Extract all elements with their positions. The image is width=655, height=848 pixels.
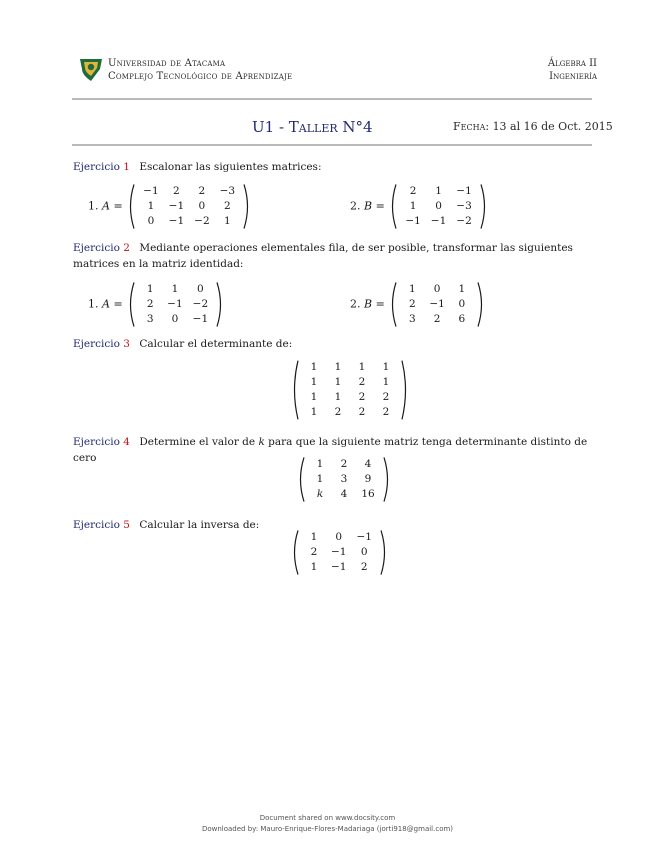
left-paren (296, 457, 306, 502)
matrix-table (138, 184, 240, 229)
exercise-text: Calcular el determinante de: (139, 338, 293, 350)
matrix-cell: 1 (458, 283, 466, 295)
ex1-item-2: 2. B = 2 1 −1 1 0 −3 −1 −1 −2 (350, 184, 489, 229)
matrix-table (400, 282, 473, 327)
matrix-cell: 2 (198, 185, 206, 197)
matrix-cell: 2 (310, 546, 318, 558)
matrix-cell: −1 (456, 185, 472, 197)
matrix-cell: 1 (310, 361, 318, 373)
matrix-cell: −1 (430, 215, 447, 227)
variable-k: k (258, 436, 265, 448)
page-title: U1 - Taller N°4 (252, 118, 373, 136)
matrix-table (308, 457, 380, 502)
matrix-cell: 1 (147, 200, 155, 212)
matrix-cell: 0 (335, 531, 343, 543)
exercise-number: 4 (123, 436, 130, 448)
exercise-3 (73, 336, 595, 352)
matrix-row (302, 545, 377, 560)
matrix-ex5 (290, 530, 389, 575)
matrix-ex1-A (126, 184, 252, 229)
matrix-row (302, 375, 398, 390)
matrix-table (400, 184, 476, 229)
right-paren (242, 184, 252, 229)
matrix-cell: 0 (171, 313, 179, 325)
matrix-row (400, 184, 476, 199)
matrix-cell: 2 (382, 391, 390, 403)
matrix-row (400, 312, 473, 327)
matrix-cell: −1 (331, 561, 347, 573)
ex1-item-1: 1. A = −1 2 2 −3 1 −1 0 2 0 −1 −2 1 (88, 184, 252, 229)
matrix-row (308, 487, 380, 502)
matrix-table (138, 282, 213, 327)
matrix-cell: 1 (310, 376, 318, 388)
university-name: Universidad de Atacama (108, 58, 226, 69)
footer-downloaded: Downloaded by: Mauro-Enrique-Flores-Madariaga (jorti918@gmail.com) (201, 825, 454, 833)
exercise-text: Calcular la inversa de: (139, 519, 260, 531)
matrix-row (138, 312, 213, 327)
exercise-text: Escalonar las siguientes matrices: (139, 161, 322, 173)
left-paren (290, 360, 300, 420)
matrix-cell: 2 (408, 298, 416, 310)
matrix-ex1-B (388, 184, 488, 229)
matrix-cell: −1 (167, 298, 183, 310)
matrix-cell: 2 (409, 185, 417, 197)
matrix-cell: 1 (334, 391, 342, 403)
matrix-cell: 2 (360, 561, 368, 573)
matrix-cell: 2 (433, 313, 441, 325)
matrix-cell: 1 (435, 185, 442, 197)
matrix-cell: 1 (334, 376, 342, 388)
matrix-cell: 1 (334, 361, 342, 373)
exercise-number: 1 (123, 161, 130, 173)
matrix-cell: 9 (364, 473, 372, 485)
matrix-cell: 1 (408, 283, 416, 295)
left-paren (388, 282, 398, 327)
matrix-cell: 16 (361, 488, 375, 500)
matrix-cell: 3 (408, 313, 416, 325)
matrix-cell: 1 (171, 283, 179, 295)
date-value: 13 al 16 de Oct. 2015 (492, 120, 613, 133)
left-paren (290, 530, 300, 575)
left-paren (126, 184, 136, 229)
matrix-cell: 2 (173, 185, 180, 197)
matrix-cell: 2 (334, 406, 342, 418)
exercise-1 (73, 159, 595, 175)
learning-complex: Complejo Tecnológico de Aprendizaje (108, 71, 293, 82)
matrix-cell: 1 (316, 458, 324, 470)
matrix-cell: 1 (358, 361, 366, 373)
matrix-ex3 (290, 360, 410, 420)
matrix-row (400, 214, 476, 229)
matrix-cell: 0 (197, 283, 204, 295)
matrix-cell: k (316, 488, 324, 500)
matrix-cell: 2 (382, 406, 390, 418)
exercise-label: Ejercicio (73, 338, 120, 350)
matrix-cell: −1 (168, 215, 185, 227)
matrix-row (138, 297, 213, 312)
matrix-row (138, 199, 240, 214)
matrix-table (302, 530, 377, 575)
right-paren (382, 457, 392, 502)
matrix-cell: 2 (340, 458, 348, 470)
university-header (108, 57, 292, 83)
matrix-cell: 1 (409, 200, 417, 212)
matrix-cell: 6 (458, 313, 466, 325)
ex5-matrix-wrap (290, 530, 389, 575)
matrix-cell: 1 (382, 361, 390, 373)
ex4-matrix-wrap (296, 457, 392, 502)
matrix-cell: −2 (194, 215, 210, 227)
exercise-number: 3 (123, 338, 130, 350)
matrix-table (302, 360, 398, 420)
matrix-cell: −1 (356, 531, 372, 543)
matrix-cell: 0 (147, 215, 155, 227)
title-divider (72, 144, 592, 146)
matrix-cell: 0 (360, 546, 368, 558)
exercise-2 (73, 240, 595, 272)
exercise-label: Ejercicio (73, 519, 120, 531)
matrix-cell: 1 (316, 473, 324, 485)
matrix-cell: −1 (143, 185, 159, 197)
matrix-cell: 1 (382, 376, 390, 388)
matrix-row (138, 282, 213, 297)
matrix-cell: −1 (168, 200, 185, 212)
matrix-row (138, 214, 240, 229)
matrix-cell: 1 (310, 531, 318, 543)
matrix-cell: 0 (458, 298, 466, 310)
matrix-ex2-B (388, 282, 485, 327)
matrix-cell: −2 (456, 215, 472, 227)
right-paren (400, 360, 410, 420)
exercise-text-a: Determine el valor de (139, 436, 259, 448)
ex3-matrix-wrap (290, 360, 410, 420)
matrix-cell: −3 (456, 200, 472, 212)
matrix-cell: 1 (310, 406, 318, 418)
matrix-cell: 1 (310, 561, 318, 573)
right-paren (476, 282, 486, 327)
date-label: Fecha: (453, 120, 490, 133)
matrix-ex2-A (126, 282, 225, 327)
matrix-cell: 3 (146, 313, 154, 325)
matrix-row (302, 360, 398, 375)
matrix-cell: 3 (340, 473, 348, 485)
exercise-text-b: para que la siguiente matriz tenga determinante distinto de cero (73, 436, 588, 464)
matrix-cell: 2 (224, 200, 231, 212)
matrix-row (400, 282, 473, 297)
matrix-row (138, 184, 240, 199)
matrix-ex4 (296, 457, 392, 502)
exercise-number: 5 (123, 519, 130, 531)
matrix-cell: 0 (198, 200, 206, 212)
matrix-cell: 4 (340, 488, 348, 500)
right-paren (215, 282, 225, 327)
matrix-cell: 1 (224, 215, 231, 227)
exercise-label: Ejercicio (73, 242, 120, 254)
exercise-number: 2 (123, 242, 130, 254)
footer-shared: Document shared on www.docsity.com (259, 814, 396, 822)
matrix-cell: 2 (358, 376, 366, 388)
matrix-cell: 2 (358, 391, 366, 403)
left-paren (126, 282, 136, 327)
matrix-cell: 1 (146, 283, 154, 295)
matrix-cell: −2 (192, 298, 209, 310)
matrix-row (308, 472, 380, 487)
matrix-row (400, 297, 473, 312)
exercise-text: Mediante operaciones elementales fila, de ser posible, transformar las siguientes matrices en la matriz identidad: (73, 242, 573, 270)
exercise-label: Ejercicio (73, 161, 120, 173)
matrix-cell: 4 (364, 458, 372, 470)
program-name: Ingeniería (549, 71, 597, 82)
matrix-cell: 0 (433, 283, 441, 295)
matrix-cell: −1 (429, 298, 445, 310)
matrix-cell: 0 (435, 200, 442, 212)
matrix-cell: −1 (192, 313, 209, 325)
header-divider (72, 98, 592, 100)
ex2-item-1: 1. A = 1 1 0 2 −1 −2 3 0 −1 (88, 282, 225, 327)
matrix-cell: −3 (219, 185, 236, 197)
matrix-cell: −1 (331, 546, 347, 558)
matrix-row (308, 457, 380, 472)
right-paren (479, 184, 489, 229)
exercise-label: Ejercicio (73, 436, 120, 448)
matrix-cell: 2 (358, 406, 366, 418)
date-line (453, 120, 613, 133)
left-paren (388, 184, 398, 229)
course-name: Álgebra II (547, 58, 597, 69)
matrix-cell: 1 (310, 391, 318, 403)
matrix-row (302, 390, 398, 405)
right-paren (379, 530, 389, 575)
matrix-row (302, 530, 377, 545)
course-header (548, 57, 597, 83)
matrix-row (302, 405, 398, 420)
matrix-row (302, 560, 377, 575)
university-logo (78, 55, 104, 81)
matrix-row (400, 199, 476, 214)
matrix-cell: 2 (146, 298, 154, 310)
ex2-item-2: 2. B = 1 0 1 2 −1 0 3 2 6 (350, 282, 486, 327)
matrix-cell: −1 (405, 215, 421, 227)
